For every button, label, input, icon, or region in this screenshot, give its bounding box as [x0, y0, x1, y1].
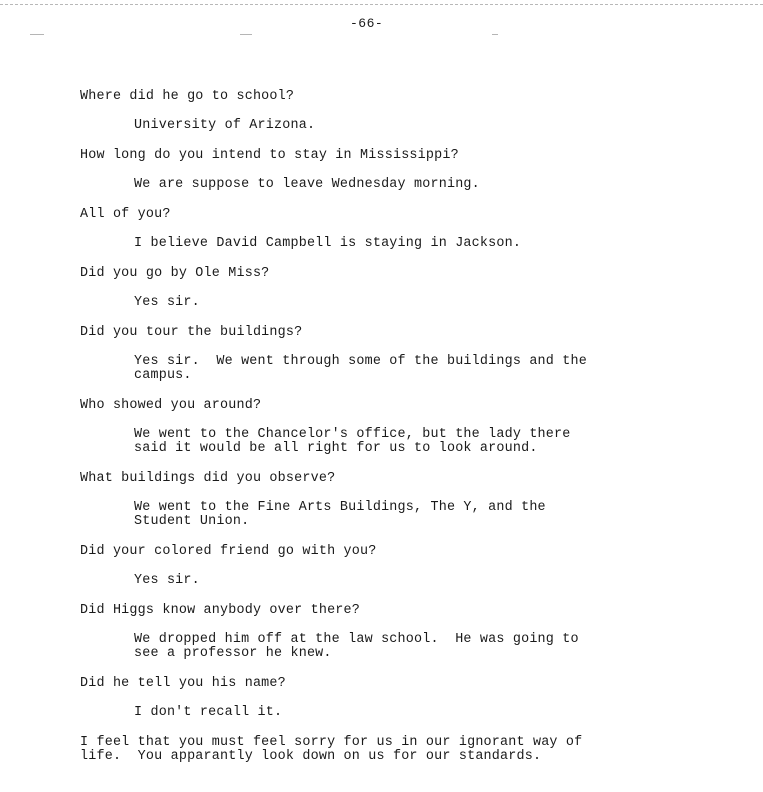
- question-line: How long do you intend to stay in Mississippi?: [80, 148, 459, 163]
- question-line: Did Higgs know anybody over there?: [80, 603, 361, 618]
- scan-speck: [492, 34, 498, 35]
- question-line: Did you go by Ole Miss?: [80, 266, 270, 281]
- question-line: Did your colored friend go with you?: [80, 544, 377, 559]
- answer-line: University of Arizona.: [134, 118, 316, 133]
- top-dashed-rule: [0, 4, 763, 5]
- answer-line: We dropped him off at the law school. He was going to see a professor he knew.: [134, 632, 579, 661]
- answer-line: We are suppose to leave Wednesday morning.: [134, 177, 480, 192]
- question-line: Where did he go to school?: [80, 89, 295, 104]
- scan-speck: [30, 34, 44, 35]
- answer-line: Yes sir. We went through some of the buildings and the campus.: [134, 354, 587, 383]
- answer-line: Yes sir.: [134, 295, 200, 310]
- question-line: What buildings did you observe?: [80, 471, 336, 486]
- answer-line: We went to the Chancelor's office, but the lady there said it would be all right for us to look around.: [134, 427, 571, 456]
- question-line: Did you tour the buildings?: [80, 325, 303, 340]
- transcript-body: [80, 90, 640, 779]
- page-number: -66-: [350, 16, 384, 31]
- answer-line: We went to the Fine Arts Buildings, The Y, and the Student Union.: [134, 500, 546, 529]
- question-line: All of you?: [80, 207, 171, 222]
- answer-line: I believe David Campbell is staying in Jackson.: [134, 236, 522, 251]
- answer-line: Yes sir.: [134, 573, 200, 588]
- question-line: Who showed you around?: [80, 398, 262, 413]
- question-line: I feel that you must feel sorry for us in our ignorant way of life. You apparantly look down on us for our standards.: [80, 735, 583, 764]
- question-line: Did he tell you his name?: [80, 676, 286, 691]
- scan-speck: [240, 34, 252, 35]
- answer-line: I don't recall it.: [134, 705, 283, 720]
